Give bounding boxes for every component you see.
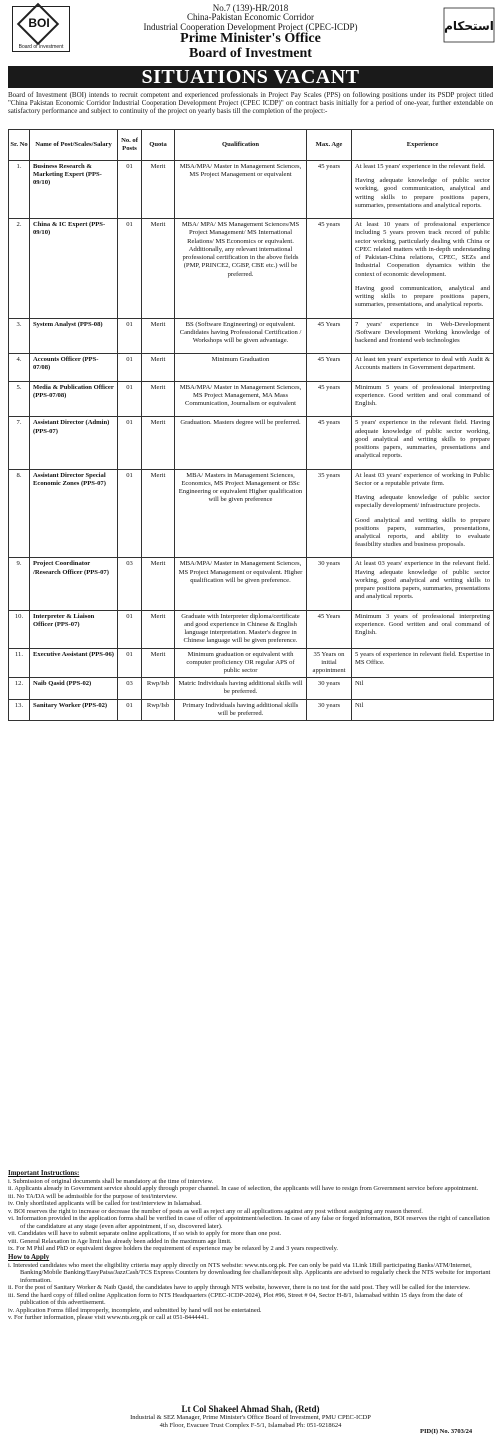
reference-number: No.7 (139)-HR/2018 <box>212 3 289 13</box>
office-title: Prime Minister's Office <box>180 31 321 47</box>
qualification-cell: Primary Individuals having additional skills will be preferred. <box>175 699 307 720</box>
table-row <box>9 354 494 381</box>
post-name-cell: Assistant Director Special Economic Zones (PPS-07) <box>30 469 118 558</box>
serial-number-cell: 9. <box>9 558 30 610</box>
quota-cell: Merit <box>142 161 175 219</box>
intro-paragraph: Board of Investment (BOI) intends to recruit competent and experienced professionals in Project Pay Scales (PPS) on following positions under its PSDP project titled "China Pakistan Economic Corridor Industrial Cooperation Development Project (CPEC ICDP)" on contract basis initially for a period of one-year, further extendable on satisfactory performance and subject to continuity of the project on yearly basis till the completion of the project:- <box>8 91 493 116</box>
experience-cell <box>352 678 494 699</box>
table-row <box>9 648 494 678</box>
instructions-heading: Important Instructions: <box>8 1169 80 1177</box>
qualification-cell: Graduate with Interpreter diploma/certificate and good experience in Chinese & English language interpretation. Master's degree in Chinese language will be given preference. <box>175 610 307 648</box>
post-name-cell: System Analyst (PPS-08) <box>30 318 118 354</box>
max-age-cell: 35 Years on initial appointment <box>307 648 352 678</box>
experience-cell <box>352 318 494 354</box>
qualification-cell: Matric Individuals having additional skills will be preferred. <box>175 678 307 699</box>
instruction-item: viii. General Relaxation in Age limit has already been added in the maximum age limit. <box>8 1237 232 1245</box>
post-name-cell: Naib Qasid (PPS-02) <box>30 678 118 699</box>
number-of-posts-cell: 01 <box>118 318 142 354</box>
qualification-cell: Minimum Graduation <box>175 354 307 381</box>
experience-paragraph: 5 years' experience in the relevant field. Having adequate knowledge of public sector working, good analytical and writing skills to prepare positions papers, summaries, presentations and analytical reports. <box>355 419 490 460</box>
experience-paragraph: Good analytical and writing skills to prepare positions papers, summaries, presentations, analytical reports, and ability to evaluate feasibility studies and business proposals. <box>355 516 490 549</box>
table-row <box>9 318 494 354</box>
table-row <box>9 610 494 648</box>
number-of-posts-cell: 01 <box>118 161 142 219</box>
signatory-designation: Industrial & SEZ Manager, Prime Minister's Office Board of Investment, PMU CPEC-ICDP <box>130 1414 371 1422</box>
serial-number-cell: 3. <box>9 318 30 354</box>
experience-paragraph: At least 15 years' experience in the relevant field. <box>355 163 486 170</box>
max-age-cell: 45 years <box>307 219 352 318</box>
qualification-cell: BS (Software Engineering) or equivalent. Candidates having Professional Certification / Workshops will be given advantage. <box>175 318 307 354</box>
qualification-cell: Graduation. Masters degree will be preferred. <box>175 417 307 469</box>
qualification-cell: Minimum graduation or equivalent with computer proficiency OR regular APS of public sector <box>175 648 307 678</box>
max-age-cell: 30 years <box>307 678 352 699</box>
qualification-cell: MBA/MPA/ Master in Management Sciences, MS Project Management, MA Mass Communication, Journalism or equivalent <box>175 381 307 417</box>
experience-paragraph: Having adequate knowledge of public sector especially development/ infrastructure projects. <box>355 494 490 510</box>
number-of-posts-cell: 01 <box>118 417 142 469</box>
column-header: Experience <box>352 130 494 161</box>
logo-boi-text: BOI <box>28 16 50 30</box>
post-name-cell: Business Research & Marketing Expert (PPS-09/10) <box>30 161 118 219</box>
qualification-cell: MBA/MPA/ Master in Management Sciences, MS Project Management or equivalent. Higher qualification will be given preference. <box>175 558 307 610</box>
quota-cell: Merit <box>142 417 175 469</box>
column-header: Sr. No <box>9 130 30 161</box>
how-to-apply-item: iii. Send the hard copy of filled online Application form to NTS Headquarters (CPEC-ICDP-2024), Plot #96, Street # 04, Sector H-8/1, Islamabad within 15 days from the date of publication of this advertisement. <box>8 1291 463 1307</box>
experience-cell <box>352 610 494 648</box>
instruction-item: ii. Applicants already in Government service should apply through proper channel. In case of selection, the applicants will have to resign from Government service before appointment. <box>8 1185 479 1193</box>
quota-cell: Merit <box>142 610 175 648</box>
number-of-posts-cell: 01 <box>118 469 142 558</box>
experience-cell <box>352 381 494 417</box>
column-header: Quota <box>142 130 175 161</box>
pid-number: PID(I) No. 3703/24 <box>420 1428 473 1435</box>
serial-number-cell: 12. <box>9 678 30 699</box>
experience-paragraph: 5 years of experience in relevant field. Expertise in MS Office. <box>355 650 490 666</box>
qualification-cell: MBA/MPA/ Master in Management Sciences, MS Project Management or equivalent <box>175 161 307 219</box>
org-line-2: Industrial Cooperation Development Project (CPEC-ICDP) <box>143 21 358 32</box>
column-header: Name of Post/Scales/Salary <box>30 130 118 161</box>
qualification-cell: MBA/ MPA/ MS Management Sciences/MS Project Management/ MS International Relations/ MS Economics or equivalent. Additionally, any relevant international professional certification in the above fields (PMP, PRINCE2, CGBP, CBE etc.) will be preferred. <box>175 219 307 318</box>
table-row <box>9 381 494 417</box>
serial-number-cell: 2. <box>9 219 30 318</box>
experience-paragraph: At least 03 years' experience of working in Public Sector or a reputable private firm. <box>355 471 490 487</box>
max-age-cell: 30 years <box>307 699 352 720</box>
experience-cell <box>352 699 494 720</box>
table-row <box>9 161 494 219</box>
column-header: Max. Age <box>307 130 352 161</box>
instructions-block <box>8 1169 493 1322</box>
how-to-apply-item: v. For further information, please visit www.nts.org.pk or call at 051-8444441. <box>8 1314 209 1322</box>
experience-cell <box>352 161 494 219</box>
serial-number-cell: 8. <box>9 469 30 558</box>
table-row <box>9 219 494 318</box>
max-age-cell: 35 years <box>307 469 352 558</box>
experience-paragraph: Minimum 5 years of professional interpreting experience. Good written and oral command of English. <box>355 383 490 408</box>
serial-number-cell: 10. <box>9 610 30 648</box>
quota-cell: Merit <box>142 469 175 558</box>
serial-number-cell: 5. <box>9 381 30 417</box>
experience-paragraph: Nil <box>355 701 364 709</box>
post-name-cell: China & IC Expert (PPS-09/10) <box>30 219 118 318</box>
experience-cell <box>352 558 494 610</box>
quota-cell: Merit <box>142 558 175 610</box>
experience-cell <box>352 648 494 678</box>
max-age-cell: 45 Years <box>307 318 352 354</box>
instructions-list <box>8 1178 493 1253</box>
vacancy-table-body <box>9 161 494 721</box>
number-of-posts-cell: 01 <box>118 381 142 417</box>
max-age-cell: 45 years <box>307 161 352 219</box>
instruction-item: iv. Only shortlisted applicants will be called for test/interview in Islamabad. <box>8 1200 202 1208</box>
how-to-apply-item: ii. For the post of Sanitary Worker & Naib Qasid, the candidates have to apply through NTS website, however, there is no test for the said post. They will be called for the interview. <box>8 1284 470 1292</box>
post-name-cell: Accounts Officer (PPS-07/08) <box>30 354 118 381</box>
experience-paragraph: Nil <box>355 680 364 688</box>
experience-paragraph: 7 years' experience in Web-Development /Software Development Working knowledge of backend and frontend web technologies <box>355 320 490 344</box>
how-to-apply-list <box>8 1262 493 1322</box>
experience-cell <box>352 469 494 558</box>
number-of-posts-cell: 01 <box>118 699 142 720</box>
table-row <box>9 417 494 469</box>
signature-block <box>8 1404 493 1429</box>
number-of-posts-cell: 03 <box>118 678 142 699</box>
istehkam-logo <box>442 4 496 46</box>
number-of-posts-cell: 01 <box>118 354 142 381</box>
serial-number-cell: 11. <box>9 648 30 678</box>
instruction-item: ix. For M Phil and PhD or equivalent degree holders the requirement of experience may be relaxed by 2 and 3 years respectively. <box>8 1245 339 1253</box>
board-title: Board of Investment <box>189 46 312 61</box>
post-name-cell: Project Coordinator /Research Officer (PPS-07) <box>30 558 118 610</box>
logo-boi-subtext: Board of Investment <box>18 44 64 50</box>
max-age-cell: 45 Years <box>307 354 352 381</box>
quota-cell: Rwp/Isb <box>142 678 175 699</box>
post-name-cell: Sanitary Worker (PPS-02) <box>30 699 118 720</box>
quota-cell: Merit <box>142 354 175 381</box>
table-row <box>9 469 494 558</box>
header-block <box>80 4 421 62</box>
table-row <box>9 558 494 610</box>
table-header-row <box>9 130 494 161</box>
vacancy-table <box>8 129 494 721</box>
max-age-cell: 45 years <box>307 417 352 469</box>
quota-cell: Merit <box>142 219 175 318</box>
experience-paragraph: Having adequate knowledge of public sector working, good communication, analytical and writing skills to prepare positions papers, summaries, presentations and analytical reports. <box>355 177 490 209</box>
max-age-cell: 30 years <box>307 558 352 610</box>
experience-paragraph: Minimum 3 years of professional interpreting experience. Good written and oral command of English. <box>355 612 490 637</box>
office-address: 4th Floor, Evacuee Trust Complex F-5/1, Islamabad Ph: 051-9218624 <box>159 1421 342 1429</box>
boi-logo <box>12 6 70 52</box>
how-to-apply-heading: How to Apply <box>8 1253 50 1262</box>
number-of-posts-cell: 01 <box>118 610 142 648</box>
max-age-cell: 45 years <box>307 381 352 417</box>
how-to-apply-item: iv. Application Forms filled improperly, incomplete, and submitted by hand will not be entertained. <box>8 1306 262 1314</box>
post-name-cell: Executive Assistant (PPS-06) <box>30 648 118 678</box>
instruction-item: v. BOI reserves the right to increase or decrease the number of posts as well as reject any or all applications against any post without assigning any reason thereof. <box>8 1207 423 1215</box>
number-of-posts-cell: 01 <box>118 648 142 678</box>
org-line-1: China-Pakistan Economic Corridor <box>187 12 314 23</box>
instruction-item: iii. No TA/DA will be admissible for the purpose of test/interview. <box>8 1192 178 1200</box>
experience-paragraph: At least 10 years of professional experience including 5 years proven track record of public sector working, particularly dealing with China or CPEC related matters with in-depth understanding of Pakistan-China relations, CPEC, SEZs and Industrial Cooperation dynamics within the context of economic development. <box>355 221 490 278</box>
signatory-name: Lt Col Shakeel Ahmad Shah, (Retd) <box>181 1404 320 1414</box>
instruction-item: vi. Information provided in the application forms shall be verified in case of offer of appointment/selection. In case of any false or forged information, BOI reserves the right of cancellation of the candidature at any stage (even after appointment, if so, discovered later). <box>8 1215 490 1230</box>
quota-cell: Merit <box>142 648 175 678</box>
instruction-item: i. Submission of original documents shall be mandatory at the time of interview. <box>8 1177 214 1185</box>
how-to-apply-item: i. Interested candidates who meet the eligibility criteria may apply directly on NTS website: www.nts.org.pk. Fee can only be paid via 1Link 1Bill participating Banks/ATM/Internet, Banking/Mobile Banking/EasyPaisa/JazzCash/TCS Express Counters by downloading fee challan/deposit slip. Applicants are advised to regularly check the NTS website for important information. <box>8 1261 491 1284</box>
qualification-cell: MBA/ Masters in Management Sciences, Economics, MS Project Management or BSc Engineering or equivalent Higher qualification will be given preference <box>175 469 307 558</box>
number-of-posts-cell: 01 <box>118 219 142 318</box>
serial-number-cell: 1. <box>9 161 30 219</box>
serial-number-cell: 4. <box>9 354 30 381</box>
situations-vacant-banner: SITUATIONS VACANT <box>8 66 493 88</box>
experience-cell <box>352 417 494 469</box>
serial-number-cell: 7. <box>9 417 30 469</box>
post-name-cell: Assistant Director (Admin) (PPS-07) <box>30 417 118 469</box>
post-name-cell: Interpreter & Liaison Officer (PPS-07) <box>30 610 118 648</box>
experience-cell <box>352 219 494 318</box>
istehkam-logo-text: استحکام <box>444 19 494 33</box>
quota-cell: Merit <box>142 381 175 417</box>
column-header: Qualification <box>175 130 307 161</box>
quota-cell: Merit <box>142 318 175 354</box>
number-of-posts-cell: 03 <box>118 558 142 610</box>
instruction-item: vii. Candidates will have to submit separate online applications, if so wish to apply for more than one post. <box>8 1230 282 1238</box>
experience-paragraph: Having good communication, analytical and writing skills to prepare positions papers, summaries, presentations, and analytical reports. <box>355 284 490 309</box>
post-name-cell: Media & Publication Officer (PPS-07/08) <box>30 381 118 417</box>
table-row <box>9 699 494 720</box>
quota-cell: Rwp/Isb <box>142 699 175 720</box>
max-age-cell: 45 Years <box>307 610 352 648</box>
serial-number-cell: 13. <box>9 699 30 720</box>
table-row <box>9 678 494 699</box>
column-header: No. of Posts <box>118 130 142 161</box>
experience-cell <box>352 354 494 381</box>
experience-paragraph: At least ten years' experience to deal with Audit & Accounts matters in Government department. <box>355 356 490 372</box>
experience-paragraph: At least 03 years' experience in the relevant field. Having adequate knowledge of public sector working, good analytical and writing skills to prepare positions papers, summaries, presentations and analytical reports. <box>355 560 490 601</box>
